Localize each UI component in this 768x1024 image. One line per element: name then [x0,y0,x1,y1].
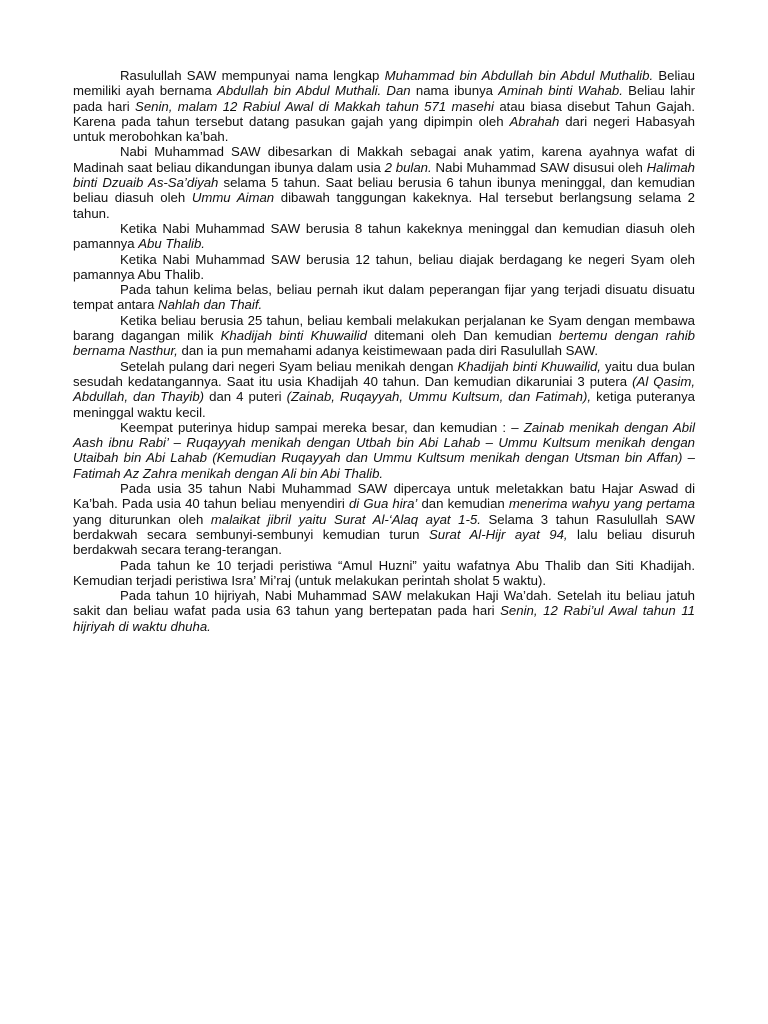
italic-text: Senin, malam 12 Rabiul Awal di Makkah tahun 571 masehi [135,98,494,114]
paragraph [73,558,695,589]
italic-text: Senin, 12 Rabi’ul Awal tahun 11 hijriyah di waktu dhuha. [73,603,696,634]
italic-text: Abu Thalib. [138,236,205,252]
body-text: yang diturunkan oleh [73,511,211,527]
italic-text: Surat Al-Hijr ayat 94, [428,526,568,542]
italic-text: malaikat jibril yaitu Surat Al-‘Alaq ayat 1-5. [210,511,481,527]
body-text: dan 4 puteri [204,389,287,405]
paragraph [73,282,695,313]
body-text: atau biasa disebut Tahun Gajah. Karena pada tahun tersebut datang pasukan gajah yang dipimpin oleh [73,98,696,129]
italic-text: Zainab menikah dengan Abil Aash ibnu Rabi’ – Ruqayyah menikah dengan Utbah bin Abi Lahab – Ummu Kultsum menikah dengan Utaibah bin Abi Lahab (Kemudian Ruqayyah dan Ummu Kultsum menikah dengan Utsman bin Affan) – Fatimah Az Zahra menikah dengan Ali bin Abi Thalib. [73,419,695,481]
body-text: Nabi Muhammad SAW disusui oleh [431,159,647,175]
italic-text: di Gua hira’ [348,496,418,512]
body-text: Pada tahun kelima belas, beliau pernah ikut dalam peperangan fijar yang terjadi disuatu disuatu tempat antara [73,282,695,313]
body-text: nama ibunya [410,83,499,99]
paragraph [73,359,695,420]
body-text: ketiga puteranya meninggal waktu kecil. [73,389,695,420]
body-text: ditemani oleh Dan kemudian [366,328,559,344]
italic-text: 2 bulan. [384,159,432,175]
italic-text: bertemu dengan rahib bernama Nasthur, [73,328,695,359]
paragraph [73,68,695,144]
italic-text: Aminah binti Wahab. [498,83,623,99]
italic-text: Khadijah binti Khuwailid, [457,358,601,374]
body-text: dibawah tanggungan kakeknya. Hal tersebut berlangsung selama 2 tahun. [73,190,696,221]
body-text: dan ia pun memahami adanya keistimewaan pada diri Rasulullah SAW. [177,343,599,359]
body-text: Ketika beliau berusia 25 tahun, beliau kembali melakukan perjalanan ke Syam dengan membawa barang dagangan milik [73,312,695,344]
body-text: Keempat puterinya hidup sampai mereka besar, dan kemudian : – [120,419,524,435]
italic-text: Nahlah dan Thaif. [158,297,263,313]
body-text: Nabi Muhammad SAW dibesarkan di Makkah sebagai anak yatim, karena ayahnya wafat di Madinah saat beliau dikandungan ibunya dalam usia [73,144,695,175]
body-text: yaitu dua bulan sesudah kedatangannya. Saat itu usia Khadijah 40 tahun. Dan kemudian dikaruniai 3 putera [73,358,695,389]
paragraph [73,252,695,283]
body-text: selama 5 tahun. Saat beliau berusia 6 tahun ibunya meninggal, dan kemudian beliau diasuh oleh [73,175,695,206]
body-text: Pada usia 35 tahun Nabi Muhammad SAW dipercaya untuk meletakkan batu Hajar Aswad di Ka’bah. Pada usia 40 tahun beliau menyendiri [73,481,695,512]
italic-text: (Al Qasim, Abdullah, dan Thayib) [73,373,696,405]
italic-text: (Zainab, Ruqayyah, Ummu Kultsum, dan Fatimah), [286,389,592,405]
italic-text: Muhammad bin Abdullah bin Abdul Muthalib. [384,68,654,83]
body-text: Beliau memiliki ayah bernama [73,68,696,99]
body-text: Pada tahun ke 10 terjadi peristiwa “Amul Huzni” yaitu wafatnya Abu Thalib dan Siti Khadijah. Kemudian terjadi peristiwa Isra’ Mi’raj (untuk melakukan perintah sholat 5 waktu). [73,557,695,588]
italic-text: menerima wahyu yang pertama [508,496,695,512]
paragraph [73,144,695,220]
italic-text: Khadijah binti Khuwailid [220,328,367,344]
italic-text: Halimah binti Dzuaib As-Sa’diyah [73,159,695,191]
paragraph [73,221,695,252]
body-text: dari negeri Habasyah untuk merobohkan ka’bah. [73,113,695,145]
italic-text: Ummu Aiman [191,190,275,206]
paragraph [73,420,695,481]
paragraph [73,588,695,634]
body-text: Ketika Nabi Muhammad SAW berusia 12 tahun, beliau diajak berdagang ke negeri Syam oleh pamannya Abu Thalib. [73,251,695,282]
body-text: Ketika Nabi Muhammad SAW berusia 8 tahun kakeknya meninggal dan kemudian diasuh oleh pamannya [73,220,695,252]
body-text: Pada tahun 10 hijriyah, Nabi Muhammad SAW melakukan Haji Wa’dah. Setelah itu beliau jatuh sakit dan beliau wafat pada usia 63 tahun yang bertepatan pada hari [73,588,695,619]
paragraph [73,481,695,557]
italic-text: Abrahah [509,113,560,129]
body-text: Beliau lahir pada hari [73,83,696,114]
body-text: Selama 3 tahun Rasulullah SAW berdakwah secara sembunyi-sembunyi kemudian turun [73,511,696,542]
document-body [73,68,695,634]
body-text: dan kemudian [417,496,509,512]
body-text: Setelah pulang dari negeri Syam beliau menikah dengan [120,358,458,374]
paragraph [73,313,695,359]
body-text: lalu beliau disuruh berdakwah secara terang-terangan. [73,526,695,558]
italic-text: Abdullah bin Abdul Muthali. Dan [217,83,411,99]
body-text: Rasulullah SAW mempunyai nama lengkap [120,68,385,83]
